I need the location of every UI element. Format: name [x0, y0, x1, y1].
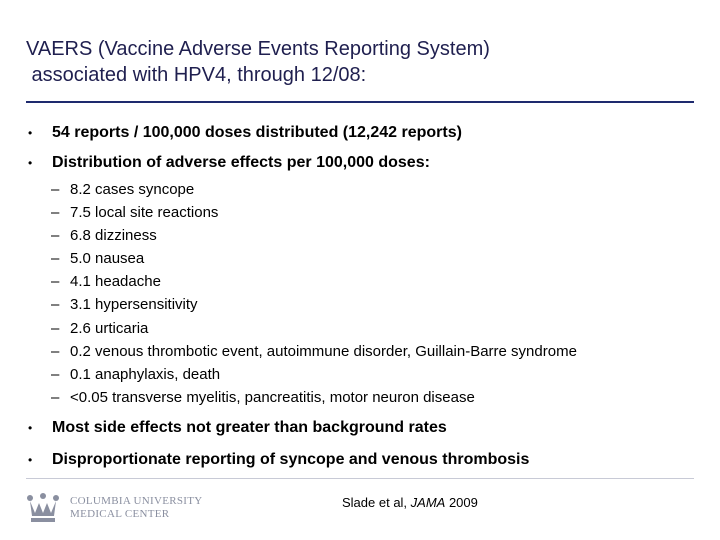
- title-line-1: VAERS (Vaccine Adverse Events Reporting System): [26, 38, 490, 60]
- list-item: [51, 340, 691, 363]
- citation-prefix: Slade et al,: [342, 495, 411, 510]
- title-line-2: associated with HPV4, through 12/08:: [26, 64, 367, 86]
- dash-marker: –: [51, 296, 60, 314]
- list-item: [51, 363, 691, 386]
- dash-marker: –: [51, 204, 60, 222]
- citation-journal: JAMA: [410, 495, 446, 510]
- list-item-text: 0.1 anaphylaxis, death: [70, 365, 221, 383]
- bullet-marker: •: [28, 421, 33, 435]
- citation: [342, 495, 478, 511]
- citation-year: 2009: [445, 495, 478, 510]
- list-item: [51, 293, 691, 316]
- list-item-text: 6.8 dizziness: [70, 227, 157, 245]
- list-item-text: 7.5 local site reactions: [70, 204, 219, 222]
- crown-icon: [26, 493, 60, 523]
- columbia-logo: [26, 493, 203, 523]
- bullet-marker: •: [28, 126, 33, 140]
- list-item-text: 8.2 cases syncope: [70, 181, 195, 198]
- bullet-marker: •: [28, 156, 33, 170]
- list-item-text: 2.6 urticaria: [70, 319, 149, 337]
- dash-marker: –: [51, 250, 60, 268]
- dash-marker: –: [51, 365, 60, 383]
- bullet-disproportionate-text: Disproportionate reporting of syncope and venous thrombosis: [52, 451, 530, 468]
- dash-marker: –: [51, 273, 60, 291]
- list-item: [51, 247, 691, 270]
- logo-line-1: COLUMBIA UNIVERSITY: [70, 495, 203, 507]
- bullet-background-rates-text: Most side effects not greater than background rates: [52, 419, 447, 436]
- list-item: [51, 317, 691, 340]
- list-item: [51, 201, 691, 224]
- list-item: [51, 270, 691, 293]
- bullet-distribution-text: Distribution of adverse effects per 100,000 doses:: [52, 154, 430, 171]
- bullet-marker: •: [28, 453, 33, 467]
- list-item-text: 3.1 hypersensitivity: [70, 296, 198, 314]
- list-item-text: <0.05 transverse myelitis, pancreatitis, motor neuron disease: [70, 388, 475, 406]
- list-item: [51, 224, 691, 247]
- footer-divider: [26, 478, 694, 479]
- dash-marker: –: [51, 319, 60, 337]
- dash-marker: –: [51, 227, 60, 245]
- dash-marker: –: [51, 181, 60, 198]
- list-item: [51, 386, 691, 409]
- list-item-text: 4.1 headache: [70, 273, 161, 291]
- bullet-reports-text: 54 reports / 100,000 doses distributed (12,242 reports): [52, 124, 462, 141]
- list-item-text: 5.0 nausea: [70, 250, 145, 268]
- dash-marker: –: [51, 342, 60, 360]
- logo-line-2: MEDICAL CENTER: [70, 508, 170, 520]
- adverse-effects-list: [51, 178, 691, 409]
- list-item-text: 0.2 venous thrombotic event, autoimmune disorder, Guillain-Barre syndrome: [70, 342, 577, 360]
- list-item: [51, 178, 691, 201]
- slide-title: [26, 36, 686, 88]
- dash-marker: –: [51, 388, 60, 406]
- title-divider: [26, 101, 694, 103]
